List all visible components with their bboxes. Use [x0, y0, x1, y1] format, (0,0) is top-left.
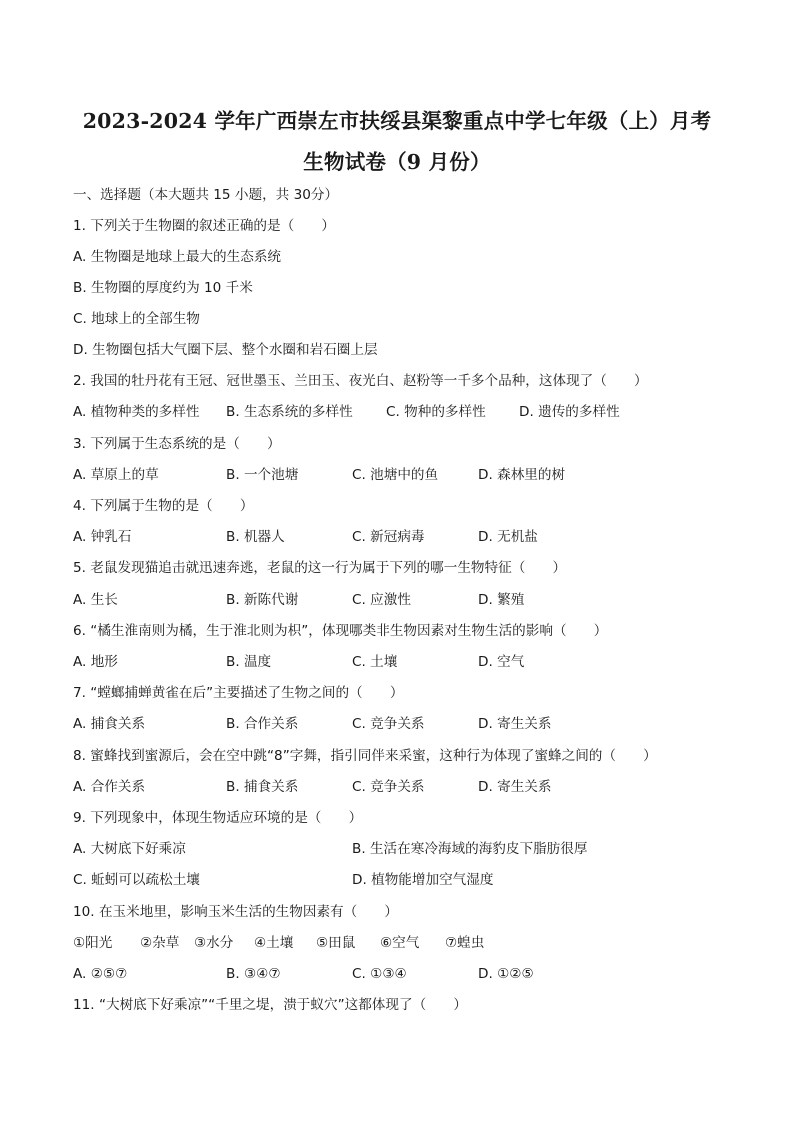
question-7-stem: 7. “螳螂捕蝉黄雀在后”主要描述了生物之间的（ ） — [73, 685, 404, 701]
question-2-stem: 2. 我国的牡丹花有王冠、冠世墨玉、兰田玉、夜光白、赵粉等一千多个品种，这体现了（ ） — [73, 373, 648, 389]
question-4-option-d: D. 无机盐 — [478, 529, 538, 545]
question-10-item-2: ②杂草 — [140, 935, 180, 951]
question-11-stem: 11. “大树底下好乘凉”“千里之堤，溃于蚁穴”这都体现了（ ） — [73, 997, 467, 1013]
question-9-option-d: D. 植物能增加空气湿度 — [352, 872, 494, 888]
question-8-option-a: A. 合作关系 — [73, 779, 146, 795]
question-8-option-b: B. 捕食关系 — [226, 779, 299, 795]
question-1-option-a: A. 生物圈是地球上最大的生态系统 — [73, 249, 282, 265]
question-4-option-c: C. 新冠病毒 — [352, 529, 425, 545]
question-5-option-a: A. 生长 — [73, 592, 118, 608]
question-10-item-1: ①阳光 — [73, 935, 113, 951]
question-5-stem: 5. 老鼠发现猫追击就迅速奔逃，老鼠的这一行为属于下列的哪一生物特征（ ） — [73, 560, 567, 576]
question-9-option-b: B. 生活在寒冷海域的海豹皮下脂肪很厚 — [352, 841, 588, 857]
question-10-option-b: B. ③④⑦ — [226, 966, 281, 982]
question-1-stem: 1. 下列关于生物圈的叙述正确的是（ ） — [73, 218, 335, 234]
exam-title-line-1: 2023-2024 学年广西崇左市扶绥县渠黎重点中学七年级（上）月考 — [82, 109, 712, 133]
question-1-option-c: C. 地球上的全部生物 — [73, 311, 200, 327]
section-heading: 一、选择题（本大题共 15 小题，共 30分） — [73, 187, 339, 203]
question-3-option-d: D. 森林里的树 — [478, 467, 566, 483]
question-9-stem: 9. 下列现象中，体现生物适应环境的是（ ） — [73, 810, 363, 826]
question-4-stem: 4. 下列属于生物的是（ ） — [73, 498, 254, 514]
question-3-option-b: B. 一个池塘 — [226, 467, 299, 483]
question-6-option-c: C. 土壤 — [352, 654, 398, 670]
question-1-option-d: D. 生物圈包括大气圈下层、整个水圈和岩石圈上层 — [73, 342, 378, 358]
question-2-option-d: D. 遗传的多样性 — [519, 404, 620, 420]
question-5-option-d: D. 繁殖 — [478, 592, 525, 608]
question-7-option-c: C. 竞争关系 — [352, 716, 425, 732]
question-6-option-a: A. 地形 — [73, 654, 118, 670]
exam-title-line-2: 生物试卷（9 月份） — [303, 150, 491, 174]
question-2-option-c: C. 物种的多样性 — [386, 404, 486, 420]
question-4-option-a: A. 钟乳石 — [73, 529, 132, 545]
question-8-option-d: D. 寄生关系 — [478, 779, 552, 795]
question-6-option-d: D. 空气 — [478, 654, 525, 670]
question-10-item-3: ③水分 — [194, 935, 234, 951]
question-10-option-d: D. ①②⑤ — [478, 966, 534, 982]
question-9-option-a: A. 大树底下好乘凉 — [73, 841, 186, 857]
question-10-option-a: A. ②⑤⑦ — [73, 966, 128, 982]
question-10-item-5: ⑤田鼠 — [316, 935, 356, 951]
question-3-option-c: C. 池塘中的鱼 — [352, 467, 439, 483]
question-10-option-c: C. ①③④ — [352, 966, 407, 982]
question-2-option-a: A. 植物种类的多样性 — [73, 404, 200, 420]
question-6-stem: 6. “橘生淮南则为橘，生于淮北则为枳”，体现哪类非生物因素对生物生活的影响（ ） — [73, 623, 608, 639]
question-7-option-b: B. 合作关系 — [226, 716, 299, 732]
question-3-option-a: A. 草原上的草 — [73, 467, 159, 483]
question-1-option-b: B. 生物圈的厚度约为 10 千米 — [73, 280, 253, 296]
question-10-item-7: ⑦蝗虫 — [445, 935, 485, 951]
question-10-stem: 10. 在玉米地里，影响玉米生活的生物因素有（ ） — [73, 904, 399, 920]
question-8-stem: 8. 蜜蜂找到蜜源后，会在空中跳“8”字舞，指引同伴来采蜜，这种行为体现了蜜蜂之间的（ ） — [73, 748, 657, 764]
question-10-item-4: ④土壤 — [254, 935, 294, 951]
question-5-option-b: B. 新陈代谢 — [226, 592, 299, 608]
question-4-option-b: B. 机器人 — [226, 529, 285, 545]
question-8-option-c: C. 竞争关系 — [352, 779, 425, 795]
question-7-option-a: A. 捕食关系 — [73, 716, 146, 732]
question-5-option-c: C. 应激性 — [352, 592, 411, 608]
question-9-option-c: C. 蚯蚓可以疏松土壤 — [73, 872, 200, 888]
question-3-stem: 3. 下列属于生态系统的是（ ） — [73, 436, 281, 452]
question-10-item-6: ⑥空气 — [380, 935, 420, 951]
question-7-option-d: D. 寄生关系 — [478, 716, 552, 732]
question-2-option-b: B. 生态系统的多样性 — [226, 404, 353, 420]
question-6-option-b: B. 温度 — [226, 654, 272, 670]
